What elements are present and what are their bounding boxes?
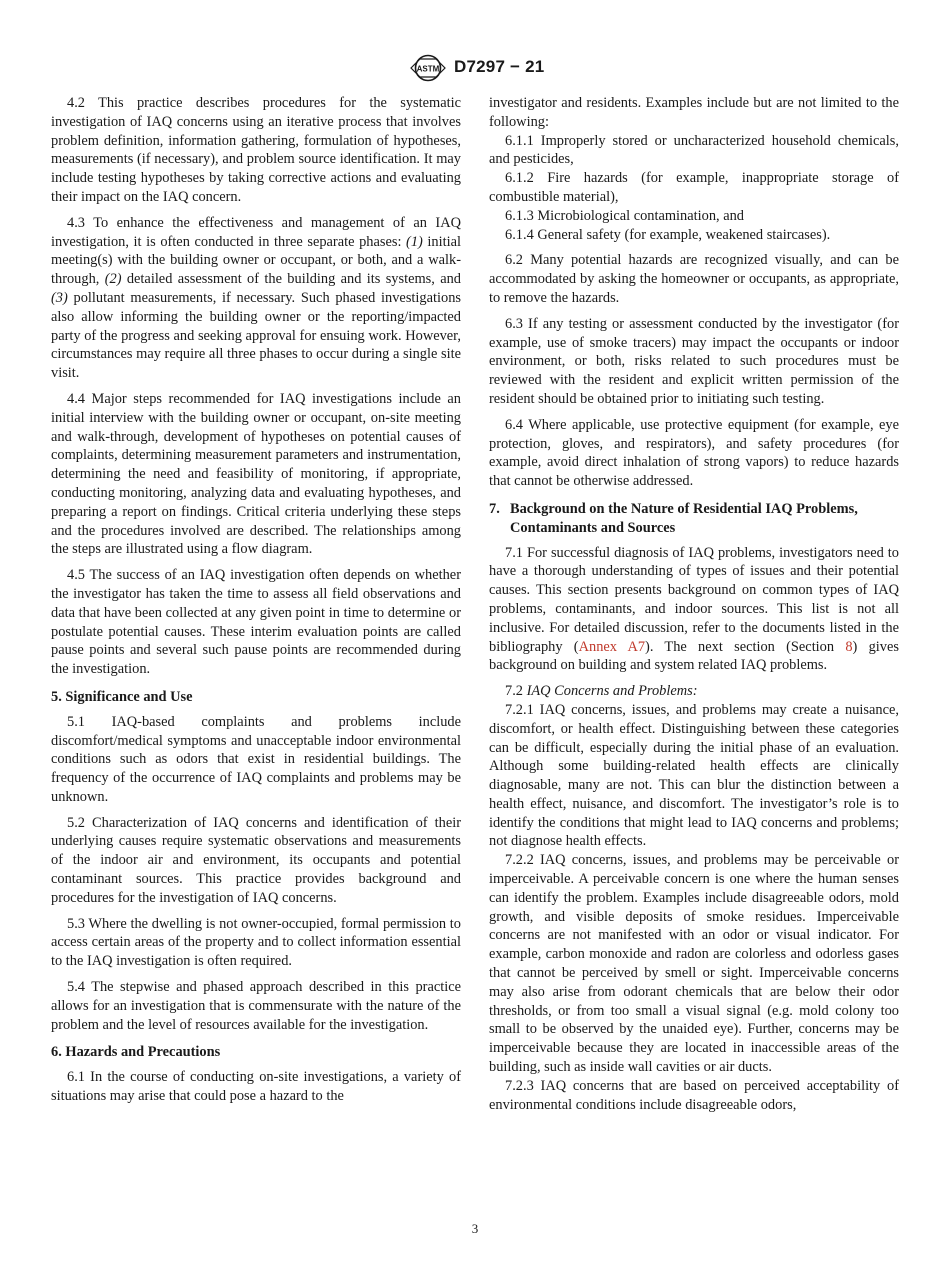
- right-column: [489, 94, 899, 1114]
- astm-logo-icon: [408, 54, 448, 82]
- logo-text: ASTM: [416, 64, 440, 74]
- paragraph-4-2: 4.2 This practice describes procedures for the systematic investigation of IAQ concerns using an iterative process that involves problem definition, information gathering, formulation of hypotheses, measurements (if necessary), and problem source identification. It may include testing hypotheses by taking corrective actions and evaluating their impact on the IAQ concern.: [51, 95, 461, 205]
- paragraph-4-4: 4.4 Major steps recommended for IAQ investigations include an initial interview with the building owner or occupant, on-site meeting and walk-through, development of hypotheses on potential causes of complaints, determining measurement parameters and instrumentation, determining the need and feasibility of monitoring, if appropriate, conducting monitoring, analyzing data and evaluating hypotheses, and preparing a report on findings. Critical criteria underlying these steps and the procedures involved are described. The relationships among the steps are illustrated using a flow diagram.: [51, 390, 461, 558]
- paragraph-6-3: 6.3 If any testing or assessment conducted by the investigator (for example, use of smoke tracers) may impact the occupants or indoor environment, or both, risks related to such procedures must be reviewed with the resident and explicit written permission of the resident should be obtained prior to initiating such testing.: [489, 315, 899, 407]
- paragraph-7-2-2: 7.2.2 IAQ concerns, issues, and problems may be perceivable or imperceivable. A perceivable concern is one where the human senses can identify the problem. Examples include disagreeable odors, mold growth, and visible deposits of smoke residues. Imperceivable concerns are not manifested with an odor or visual indicator. For example, carbon monoxide and radon are colorless and odorless gases that cannot be perceived by smell or sight. Imperceivable concerns may also arise from odorant chemicals that are below their odor thresholds, or from too small a visual signal (e.g. mold colony too small to be observed by the unaided eye). Further, concerns may be imperceivable because they are located in inaccessible areas of the building, such as inside wall cavities or air ducts.: [489, 852, 899, 1076]
- left-column: [51, 94, 461, 1106]
- paragraph-6-4: 6.4 Where applicable, use protective equipment (for example, eye protection, gloves, and respirators), and safety procedures (for example, avoid direct inhalation of strong vapors) to reduce hazards that cannot be otherwise addressed.: [489, 416, 899, 490]
- paragraph-6-1-4: 6.1.4 General safety (for example, weakened staircases).: [505, 226, 831, 243]
- page-header: [0, 54, 950, 84]
- paragraph-5-4: 5.4 The stepwise and phased approach described in this practice allows for an investigation that is commensurate with the nature of the problem and the level of resources available for the investigation.: [51, 979, 461, 1033]
- astm-logo: [408, 54, 448, 82]
- section-7-heading: 7. Background on the Nature of Residential IAQ Problems, Contaminants and Sources: [489, 500, 858, 536]
- paragraph-6-1-cont: investigator and residents. Examples include but are not limited to the following:: [489, 95, 899, 130]
- section-8-link[interactable]: 8: [845, 638, 853, 655]
- paragraph-6-1-start: 6.1 In the course of conducting on-site investigations, a variety of situations may arise that could pose a hazard to the: [51, 1069, 461, 1105]
- page-number: 3: [471, 1221, 479, 1236]
- paragraph-4-5: 4.5 The success of an IAQ investigation often depends on whether the investigator has taken the time to assess all field observations and data that have been collected at any given point in time to determine or postulate potential causes. These interim evaluation points are called pause points and several such pause points are recommended during the investigation.: [51, 567, 461, 678]
- paragraph-6-1-1: 6.1.1 Improperly stored or uncharacterized household chemicals, and pesticides,: [489, 132, 899, 168]
- paragraph-5-1: 5.1 IAQ-based complaints and problems include discomfort/medical symptoms and unacceptable indoor environmental conditions such as odors that exist in residential buildings. The frequency of the occurrence of IAQ complaints and problems may be unknown.: [51, 713, 461, 805]
- paragraph-5-2: 5.2 Characterization of IAQ concerns and identification of their underlying causes require systematic observations and measurements of the indoor air and environment, its occupants and potential contaminant sources. This practice provides background and procedures for the investigation of IAQ concerns.: [51, 814, 461, 906]
- document-id: D7297 − 21: [454, 57, 545, 76]
- paragraph-6-1-3: 6.1.3 Microbiological contamination, and: [505, 207, 744, 224]
- paragraph-7-2-3: 7.2.3 IAQ concerns that are based on perceived acceptability of environmental conditions include disagreeable odors,: [489, 1077, 899, 1113]
- paragraph-4-3: 4.3 To enhance the effectiveness and management of an IAQ investigation, it is often conducted in three separate phases: (1) initial meeting(s) with the building owner or occupant, or both, and a walk-through, (2) detailed assessment of the building and its systems, and (3) pollutant measurements, if necessary. Such phased investigations also allow informing the building owner or the reporting/impacted party of the progress and seeking approval for ensuing work. However, circumstances may require all three phases to occur during a single site visit.: [51, 214, 461, 382]
- paragraph-5-3: 5.3 Where the dwelling is not owner-occupied, formal permission to access certain areas of the property and to collect information essential to the IAQ investigation is often required.: [51, 915, 461, 970]
- section-5-heading: 5. Significance and Use: [51, 688, 193, 705]
- paragraph-6-1-2: 6.1.2 Fire hazards (for example, inappropriate storage of combustible material),: [489, 170, 899, 205]
- paragraph-6-2: 6.2 Many potential hazards are recognized visually, and can be accommodated by asking the homeowner or occupants, as appropriate, to remove the hazards.: [489, 252, 899, 306]
- paragraph-7-2: 7.2 IAQ Concerns and Problems:: [505, 683, 698, 700]
- annex-a7-link[interactable]: Annex A7: [578, 638, 646, 655]
- paragraph-7-2-1: 7.2.1 IAQ concerns, issues, and problems may create a nuisance, discomfort, or health effect. Distinguishing between these categories can be difficult, especially during the initial phase of an evaluation. Although some building-related health effects are clinically diagnosable, many are not. This can blur the distinction between a health effect, nuisance, and discomfort. The investigator’s role is to identify the conditions that might lead to IAQ concerns and problems; not diagnose health effects.: [489, 701, 899, 850]
- paragraph-7-1: 7.1 For successful diagnosis of IAQ problems, investigators need to have a thorough understanding of types of issues and their potential causes. This section presents background on common types of IAQ problems, contaminants, and indoor sources. This list is not all inclusive. For detailed discussion, refer to the documents listed in the bibliography (Annex A7). The next section (Section 8) gives background on building and system related IAQ problems.: [489, 544, 899, 674]
- section-6-heading: 6. Hazards and Precautions: [51, 1044, 221, 1061]
